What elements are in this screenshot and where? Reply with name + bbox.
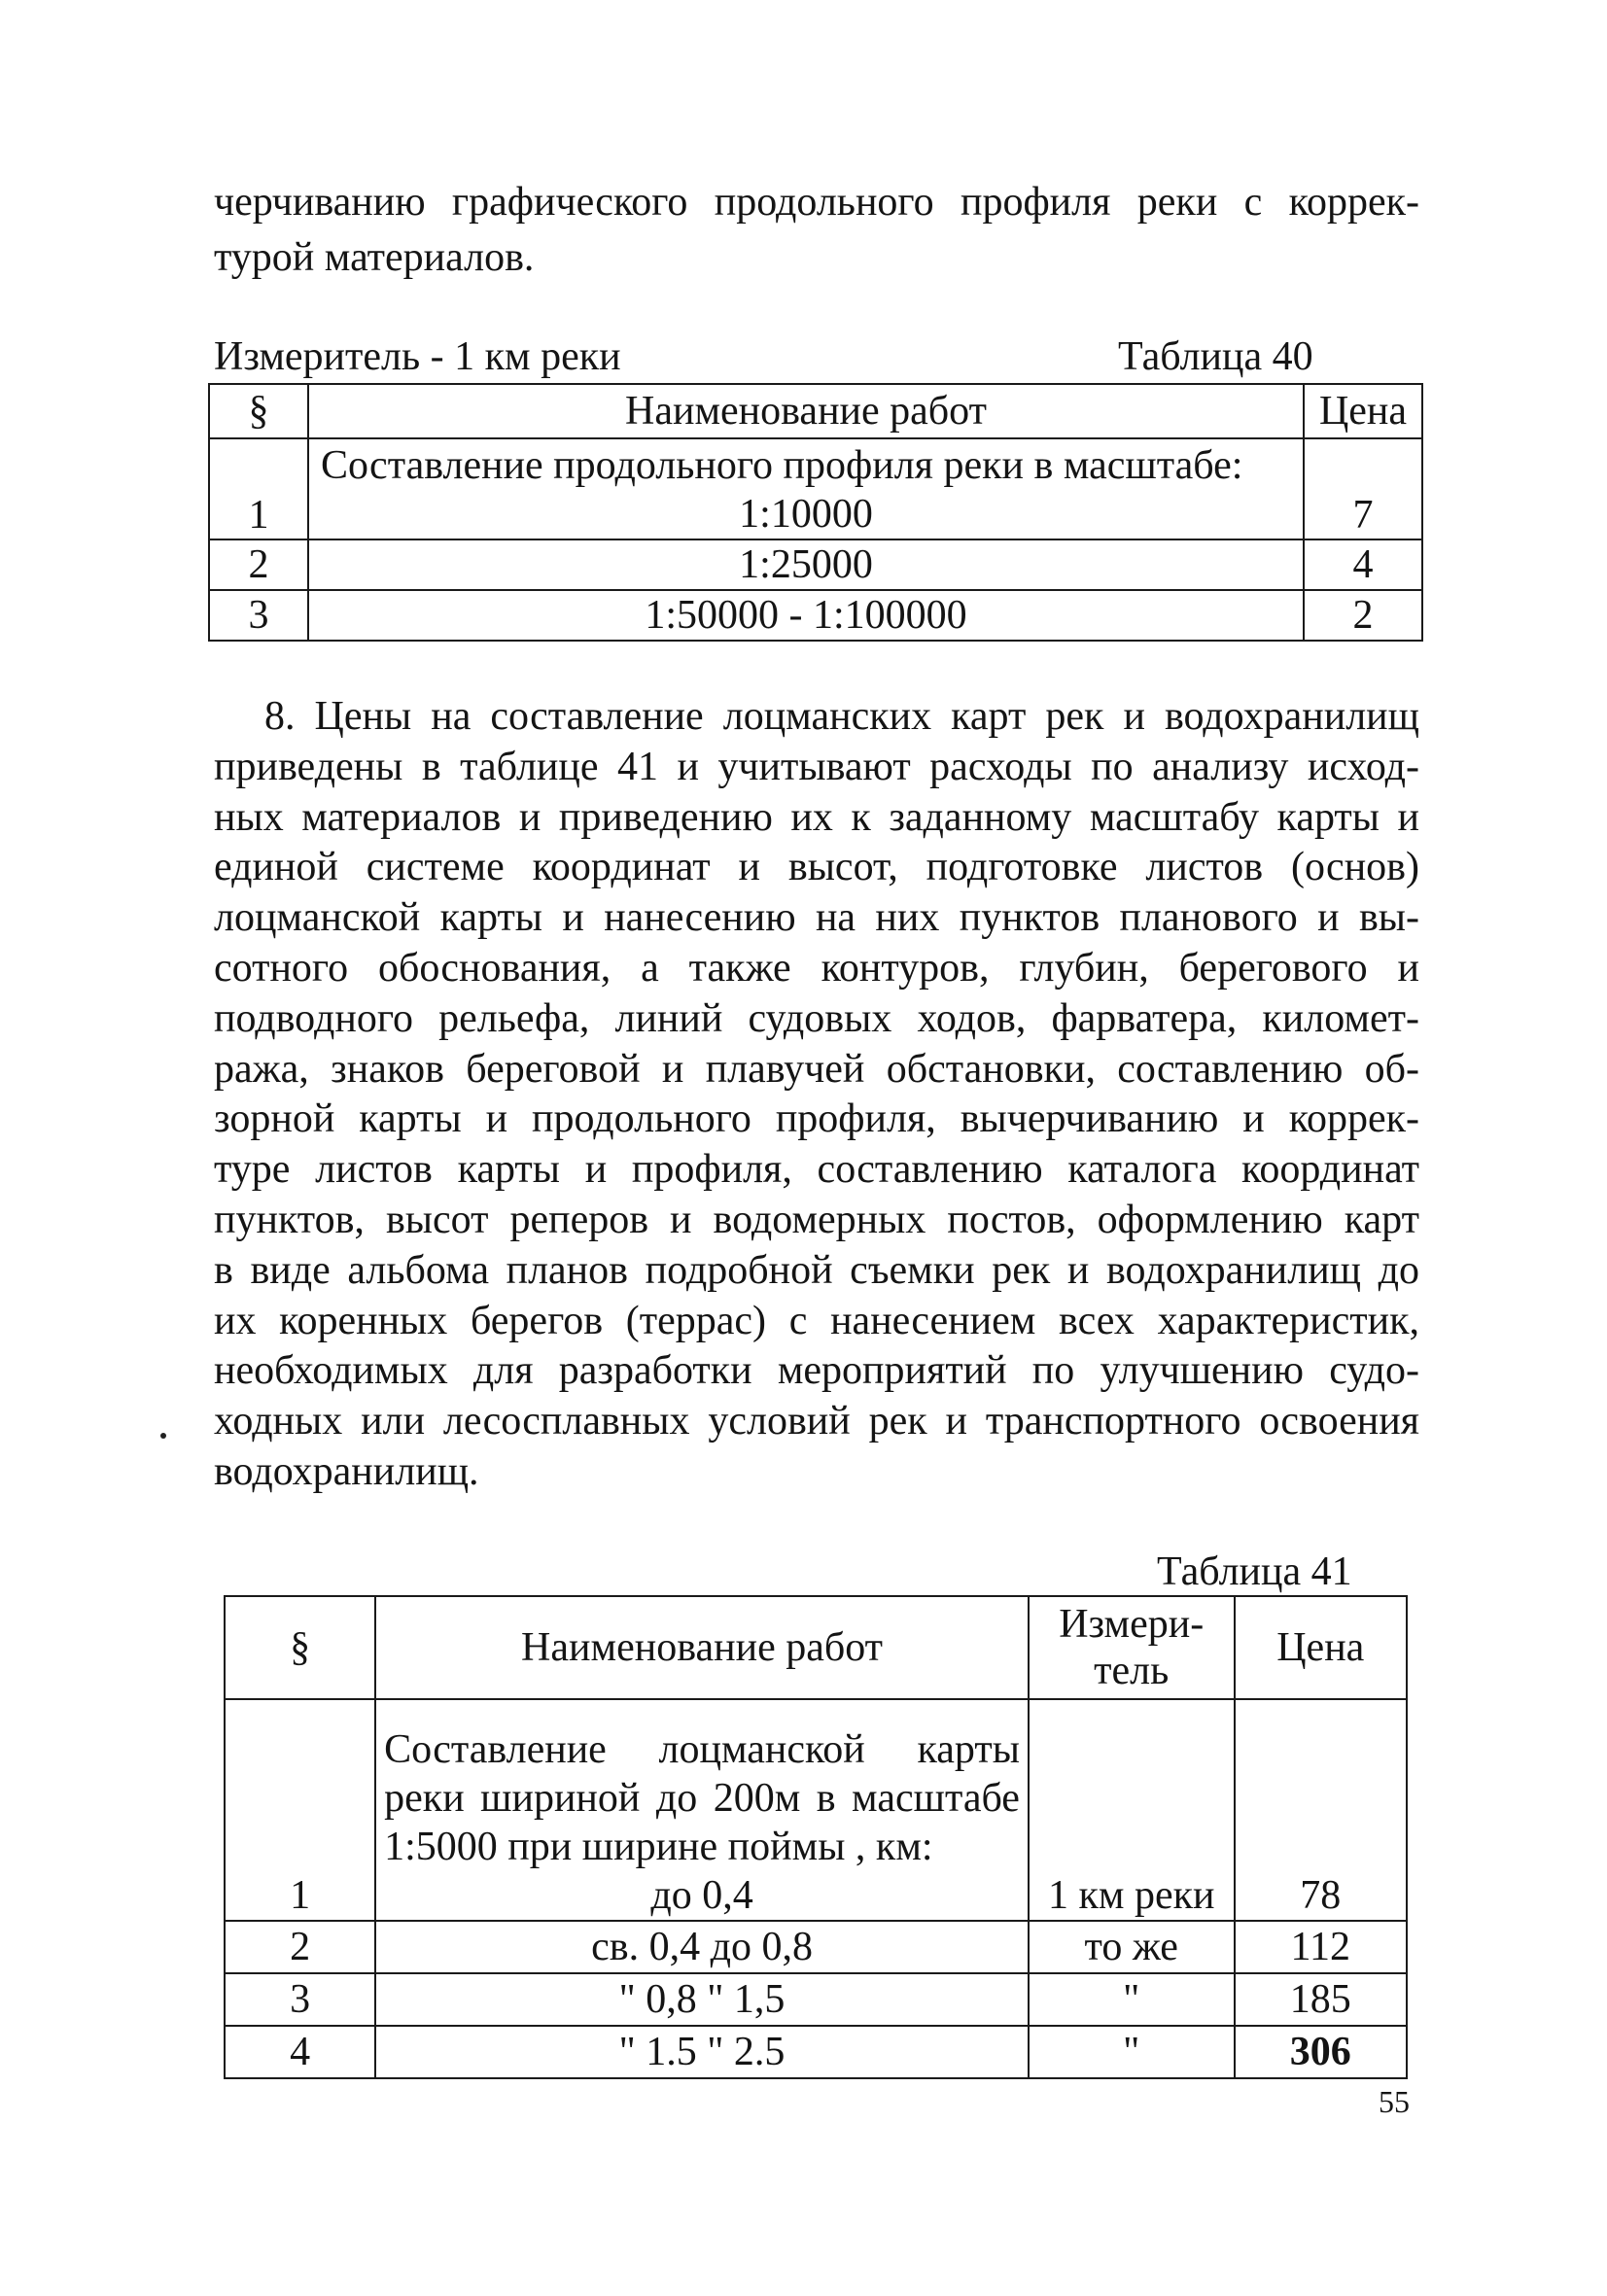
row-num: 4 [225,2026,375,2078]
row-group-title: Составление продольного профиля реки в масштабе: [321,443,1243,488]
paragraph-line: ных материалов и приведению их к заданному масштабу карты и [214,794,1419,840]
row-measure: " [1029,1973,1235,2026]
paragraph-line: туре листов карты и профиля, составлению каталога координат [214,1147,1419,1193]
header-measure-line1: Измери- [1059,1602,1205,1647]
margin-dot [160,1433,166,1439]
paragraph-line: необходимых для разработки мероприятий по улучшению судо- [214,1348,1419,1394]
table-row [225,2026,1407,2078]
table40-title: Таблица 40 [1118,334,1313,379]
paragraph-line: ража, знаков береговой и плавучей обстановки, составлению об- [214,1046,1419,1092]
paragraph-line: ходных или лесосплавных условий рек и транспортного освоения [214,1399,1419,1444]
row-num: 3 [209,590,308,641]
table-41 [224,1595,1408,2079]
paragraph-line: пунктов, высот реперов и водомерных постов, оформлению карт [214,1197,1419,1242]
row-name [308,438,1304,539]
paragraph-line: водохранилищ. [214,1448,479,1494]
table-row [209,590,1422,641]
paragraph-line: зорной карты и продольного профиля, вычерчиванию и коррек- [214,1096,1419,1142]
row-name [375,1699,1029,1921]
table41-header-row [225,1596,1407,1699]
paragraph-line: 8. Цены на составление лоцманских карт рек и водохранилищ [264,694,1419,739]
paragraph-line: в виде альбома планов подробной съемки рек и водохранилищ до [214,1247,1419,1293]
row-price: 78 [1235,1699,1407,1921]
row-group-line: 1:5000 при ширине поймы , км: [384,1825,933,1869]
paragraph-line: их коренных берегов (террас) с нанесением всех характеристик, [214,1298,1419,1343]
page-number: 55 [1379,2084,1410,2119]
row-name: " 1.5 " 2.5 [375,2026,1029,2078]
row-num: 1 [209,438,308,539]
table-row [225,1699,1407,1921]
row-price: 7 [1304,438,1422,539]
intro-text [214,175,1419,286]
table-40 [208,383,1423,642]
row-scale: 1:10000 [739,492,873,537]
table-row [225,1973,1407,2026]
row-measure: то же [1029,1921,1235,1973]
row-range: до 0,4 [650,1873,753,1918]
paragraph-line: единой системе координат и высот, подготовке листов (основ) [214,845,1419,890]
row-num: 1 [225,1699,375,1921]
row-name: " 0,8 " 1,5 [375,1973,1029,2026]
table41-title: Таблица 41 [1157,1549,1352,1594]
table41-header-num: § [225,1596,375,1699]
table-row [225,1921,1407,1973]
row-group-line: Составление лоцманской карты [384,1727,1020,1772]
row-price: 2 [1304,590,1422,641]
table40-measure-caption: Измеритель - 1 км реки [214,334,621,379]
row-price: 306 [1235,2026,1407,2078]
row-name: 1:50000 - 1:100000 [308,590,1304,641]
paragraph-line: подводного рельефа, линий судовых ходов, фарватера, километ- [214,995,1419,1041]
table40-header-name: Наименование работ [308,384,1304,438]
table40-header-num: § [209,384,308,438]
table-row [209,539,1422,590]
row-price: 4 [1304,539,1422,590]
row-num: 3 [225,1973,375,2026]
paragraph-line: приведены в таблице 41 и учитывают расходы по анализу исход- [214,744,1419,789]
table41-header-measure [1029,1596,1235,1699]
row-price: 185 [1235,1973,1407,2026]
paragraph-line: лоцманской карты и нанесению на них пунктов планового и вы- [214,895,1419,941]
header-measure-line2: тель [1094,1649,1170,1693]
row-group-line: реки шириной до 200м в масштабе [384,1776,1020,1821]
table41-header-price: Цена [1235,1596,1407,1699]
table-row [209,438,1422,539]
row-name: 1:25000 [308,539,1304,590]
row-price: 112 [1235,1921,1407,1973]
row-measure: 1 км реки [1029,1699,1235,1921]
row-measure: " [1029,2026,1235,2078]
table40-header-price: Цена [1304,384,1422,438]
paragraph-8 [214,692,1419,1498]
table41-header-name: Наименование работ [375,1596,1029,1699]
paragraph-line: сотного обоснования, а также контуров, глубин, берегового и [214,945,1419,991]
row-num: 2 [225,1921,375,1973]
row-name: св. 0,4 до 0,8 [375,1921,1029,1973]
table40-header-row [209,384,1422,438]
row-num: 2 [209,539,308,590]
intro-line: турой материалов. [214,235,535,280]
intro-line: черчиванию графического продольного профиля реки с коррек- [214,180,1419,225]
